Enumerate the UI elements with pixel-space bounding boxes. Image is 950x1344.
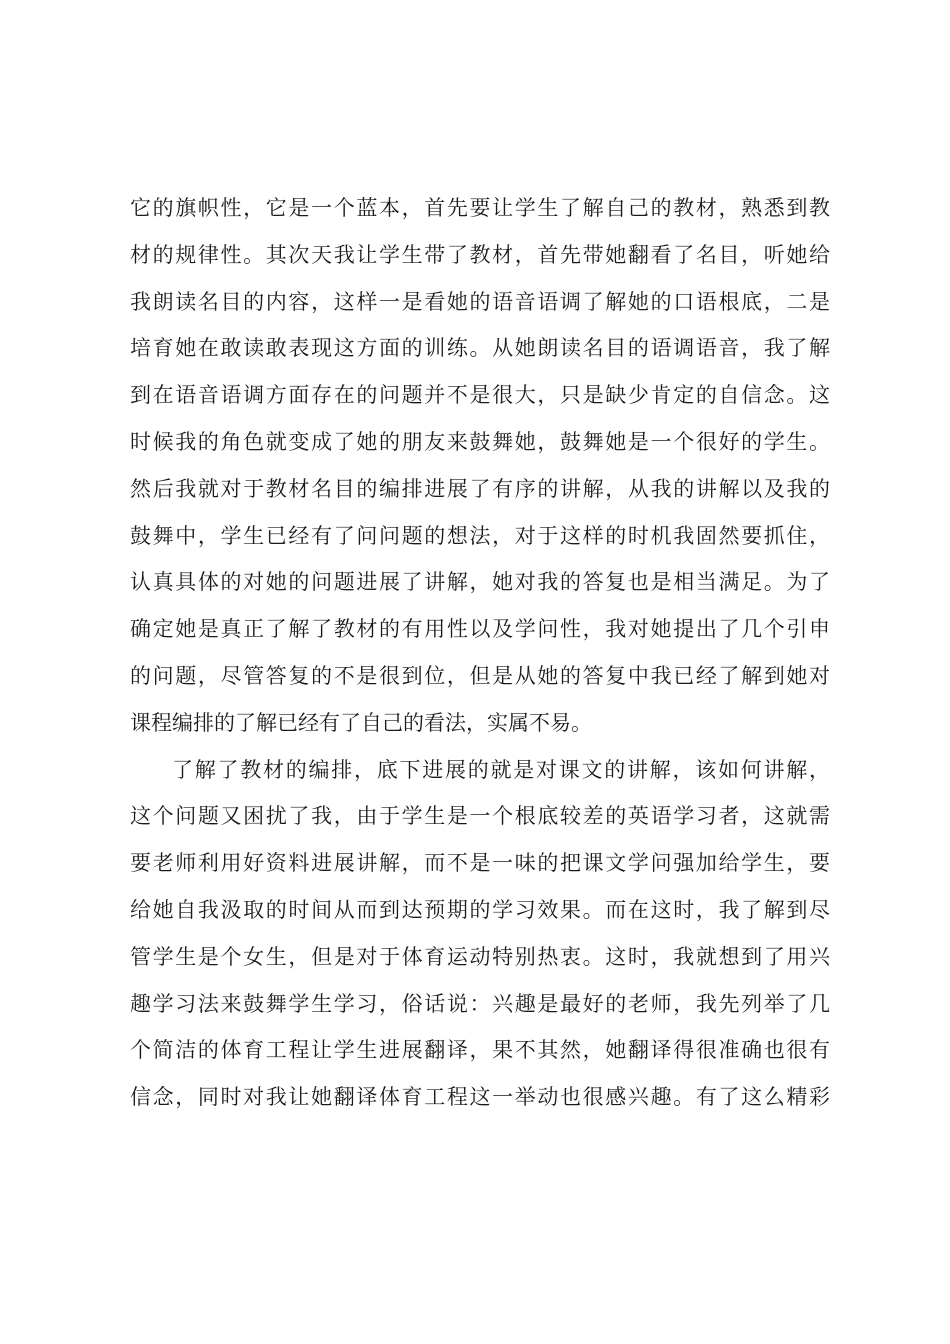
text-line: 培育她在敢读敢表现这方面的训练。从她朗读名目的语调语音，我了解 bbox=[130, 336, 830, 361]
text-line: 我朗读名目的内容，这样一是看她的语音语调了解她的口语根底，二是 bbox=[130, 289, 830, 314]
paragraph-2 bbox=[130, 747, 830, 1121]
text-line: 个简洁的体育工程让学生进展翻译，果不其然，她翻译得很准确也很有 bbox=[130, 1038, 830, 1063]
text-line: 课程编排的了解已经有了自己的看法，实属不易。 bbox=[130, 710, 592, 735]
body-text bbox=[130, 185, 830, 1121]
text-line: 然后我就对于教材名目的编排进展了有序的讲解，从我的讲解以及我的 bbox=[130, 476, 830, 501]
text-line: 给她自我汲取的时间从而到达预期的学习效果。而在这时，我了解到尽 bbox=[130, 897, 830, 922]
text-line: 这个问题又困扰了我，由于学生是一个根底较差的英语学习者，这就需 bbox=[130, 804, 830, 829]
text-line: 了解了教材的编排，底下进展的就是对课文的讲解，该如何讲解， bbox=[172, 757, 830, 782]
text-line: 到在语音语调方面存在的问题并不是很大，只是缺少肯定的自信念。这 bbox=[130, 383, 830, 408]
text-line: 要老师利用好资料进展讲解，而不是一味的把课文学问强加给学生，要 bbox=[130, 851, 830, 876]
paragraph-1 bbox=[130, 185, 830, 747]
text-line: 趣学习法来鼓舞学生学习，俗话说：兴趣是最好的老师，我先列举了几 bbox=[130, 991, 830, 1016]
text-line: 时候我的角色就变成了她的朋友来鼓舞她，鼓舞她是一个很好的学生。 bbox=[130, 429, 830, 454]
text-line: 它的旗帜性，它是一个蓝本，首先要让学生了解自己的教材，熟悉到教 bbox=[130, 196, 830, 220]
text-line: 认真具体的对她的问题进展了讲解，她对我的答复也是相当满足。为了 bbox=[130, 570, 830, 595]
text-line: 信念，同时对我让她翻译体育工程这一举动也很感兴趣。有了这么精彩 bbox=[130, 1085, 830, 1110]
text-line: 鼓舞中，学生已经有了问问题的想法，对于这样的时机我固然要抓住， bbox=[130, 523, 830, 548]
text-line: 确定她是真正了解了教材的有用性以及学问性，我对她提出了几个引申 bbox=[130, 617, 830, 642]
text-line: 的问题，尽管答复的不是很到位，但是从她的答复中我已经了解到她对 bbox=[130, 663, 830, 688]
text-line: 材的规律性。其次天我让学生带了教材，首先带她翻看了名目，听她给 bbox=[130, 242, 830, 267]
text-line: 管学生是个女生，但是对于体育运动特别热衷。这时，我就想到了用兴 bbox=[130, 944, 830, 969]
